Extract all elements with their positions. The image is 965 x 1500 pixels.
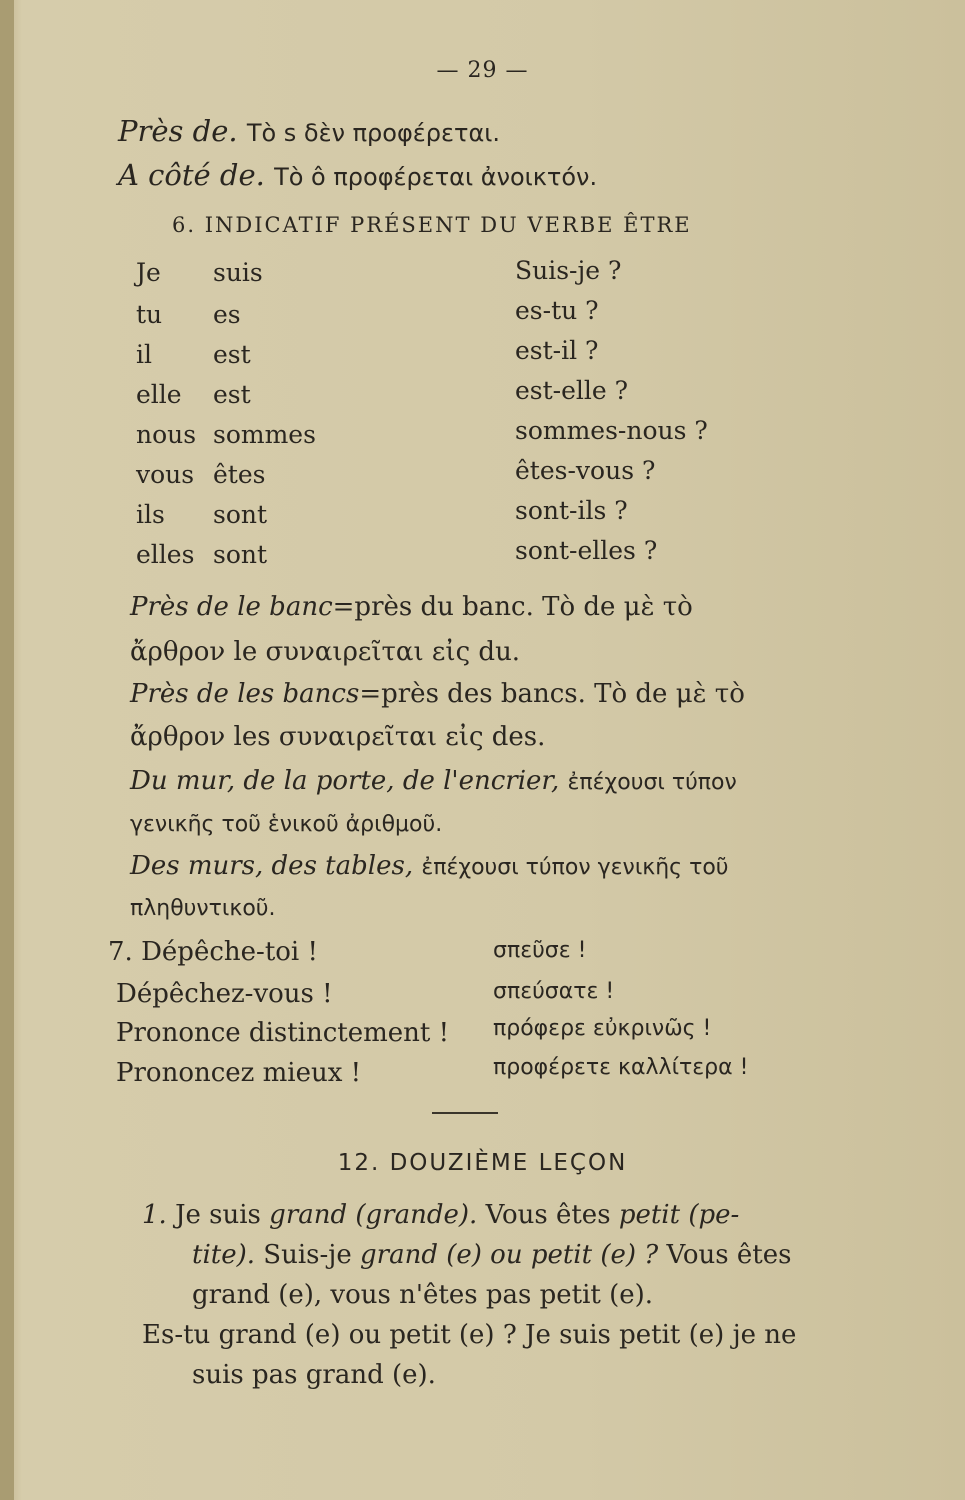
note-1-text: =près du banc. Τὸ de μὲ τὸ: [332, 592, 693, 622]
note-3-italic: Du mur, de la porte, de l'encrier,: [130, 766, 560, 796]
note-2-italic: Près de les bancs: [130, 679, 360, 709]
conj-question: sommes-nous ?: [515, 416, 708, 445]
conj-verb: êtes: [213, 460, 266, 489]
conj-pronoun: Je: [136, 258, 161, 287]
intro-line-1-gr: Τὸ s δὲν προφέρεται.: [246, 119, 501, 147]
conj-pronoun: elles: [136, 540, 195, 569]
page-number: — 29 —: [436, 58, 529, 83]
note-3-greek: ἐπέχουσι τύπον: [567, 770, 737, 795]
conj-question: es-tu ?: [515, 296, 599, 325]
page-gutter: [0, 0, 14, 1500]
expression-fr: Dépêchez-vous !: [116, 979, 333, 1009]
expression-fr: Prononcez mieux !: [116, 1058, 362, 1088]
lesson-para-1-line-3: grand (e), vous n'êtes pas petit (e).: [192, 1280, 654, 1310]
intro-line-2: [118, 158, 597, 192]
note-3-line-2: γενικῆς τοῦ ἑνικοῦ ἀριθμοῦ.: [130, 812, 443, 837]
intro-line-2-fr: A côté de.: [118, 158, 265, 192]
expression-gr: πρόφερε εὐκρινῶς !: [493, 1016, 712, 1041]
expression-gr: προφέρετε καλλίτερα !: [493, 1055, 749, 1080]
note-3-line-1: [130, 766, 737, 796]
expression-gr: σπεύσατε !: [493, 979, 615, 1004]
note-2-line-2: ἄρθρον les συναιρεῖται εἰς des.: [130, 722, 546, 752]
intro-line-2-gr: Τὸ ô προφέρεται ἀνοικτόν.: [274, 163, 598, 191]
lesson-italic: grand (grande).: [269, 1200, 478, 1230]
conj-question: sont-ils ?: [515, 496, 628, 525]
lesson-italic: grand (e) ou petit (e) ?: [360, 1240, 659, 1270]
conj-verb: es: [213, 300, 241, 329]
lesson-para-1-line-1: [142, 1200, 739, 1230]
note-2-text: =près des bancs. Τὸ de μὲ τὸ: [359, 679, 745, 709]
section-6-heading: 6. INDICATIF PRÉSENT DU VERBE ÊTRE: [172, 213, 692, 237]
lesson-para-1-line-2: [192, 1240, 791, 1270]
conj-verb: sommes: [213, 420, 316, 449]
section-divider: [432, 1112, 498, 1114]
conj-pronoun: tu: [136, 300, 163, 329]
lesson-italic: tite).: [192, 1240, 256, 1270]
lesson-para-2-line-2: suis pas grand (e).: [192, 1360, 436, 1390]
conj-question: êtes-vous ?: [515, 456, 656, 485]
conj-pronoun: nous: [136, 420, 197, 449]
conj-verb: est: [213, 380, 251, 409]
item-number: 1.: [142, 1200, 167, 1230]
conj-pronoun: ils: [136, 500, 165, 529]
conj-pronoun: elle: [136, 380, 182, 409]
expression-fr: 7. Dépêche-toi !: [108, 937, 318, 967]
lesson-heading: 12. DOUZIÈME LEÇON: [337, 1150, 628, 1176]
note-4-line-2: πληθυντικοῦ.: [130, 896, 276, 921]
conj-verb: sont: [213, 500, 268, 529]
lesson-text: Je suis: [175, 1200, 261, 1230]
lesson-text: Vous êtes: [485, 1200, 611, 1230]
lesson-text: Suis-je: [263, 1240, 352, 1270]
intro-line-1: [118, 114, 500, 148]
conj-question: est-il ?: [515, 336, 599, 365]
expression-gr: σπεῦσε !: [493, 938, 587, 963]
conj-verb: suis: [213, 258, 263, 287]
lesson-para-2-line-1: Es-tu grand (e) ou petit (e) ? Je suis petit (e) je ne: [142, 1320, 797, 1350]
conj-question: Suis-je ?: [515, 256, 622, 285]
note-1-italic: Près de le banc: [130, 592, 333, 622]
expression-fr: Prononce distinctement !: [116, 1018, 450, 1048]
note-1-line-2: ἄρθρον le συναιρεῖται εἰς du.: [130, 637, 521, 667]
note-4-line-1: [130, 851, 729, 881]
note-4-greek: ἐπέχουσι τύπον γενικῆς τοῦ: [421, 855, 729, 880]
note-2-line-1: [130, 679, 745, 709]
note-4-italic: Des murs, des tables,: [130, 851, 414, 881]
conj-pronoun: il: [136, 340, 152, 369]
conj-verb: est: [213, 340, 251, 369]
lesson-italic: petit (pe-: [618, 1200, 740, 1230]
intro-line-1-fr: Près de.: [118, 114, 238, 148]
conj-question: sont-elles ?: [515, 536, 658, 565]
conj-question: est-elle ?: [515, 376, 629, 405]
conj-verb: sont: [213, 540, 268, 569]
conj-pronoun: vous: [136, 460, 195, 489]
lesson-text: Vous êtes: [666, 1240, 792, 1270]
note-1-line-1: [130, 592, 693, 622]
